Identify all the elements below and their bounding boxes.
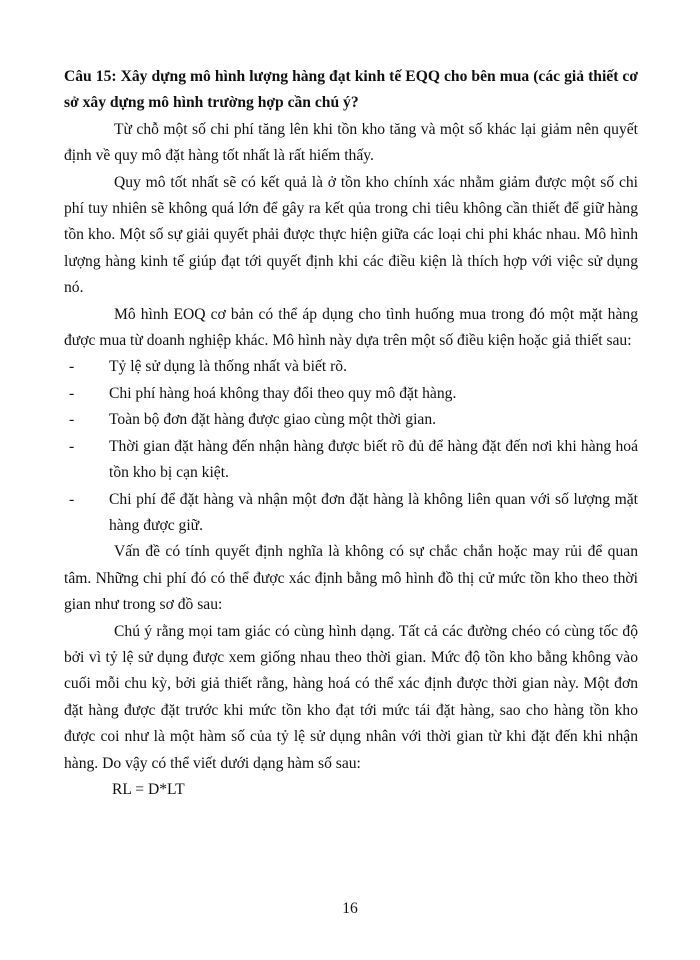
list-item bbox=[64, 381, 638, 407]
list-item bbox=[64, 407, 638, 433]
assumption-list bbox=[64, 354, 638, 539]
paragraph: Quy mô tốt nhất sẽ có kết quả là ở tồn kho chính xác nhằm giảm được một số chi phí tuy nhiên sẽ không quá lớn để gây ra kết qủa trong chi tiêu không cần thiết để giữ hàng tồn kho. Một số sự giải quyết phải được thực hiện giữa các loại chi phi khác nhau. Mô hình lượng hàng kinh tế giúp đạt tới quyết định khi các điều kiện là thích hợp với việc sử dụng nó. bbox=[64, 173, 638, 297]
list-item-text: Toàn bộ đơn đặt hàng được giao cùng một thời gian. bbox=[109, 411, 437, 429]
list-item bbox=[64, 487, 638, 540]
bullet-marker: - bbox=[69, 358, 75, 376]
bullet-marker: - bbox=[69, 411, 75, 429]
paragraph: Chú ý rằng mọi tam giác có cùng hình dạng. Tất cả các đường chéo có cùng tốc độ bởi vì tỷ lệ sử dụng được xem giống nhau theo thời gian. Mức độ tồn kho bằng không vào cuối mỗi chu kỳ, bởi giả thiết rằng, hàng hoá có thể xác định được thời gian này. Một đơn đặt hàng được đặt trước khi mức tồn kho đạt tới mức tái đặt hàng, sao cho hàng tồn kho được coi như là một hàm số của tỷ lệ sử dụng nhân với thời gian từ khi đặt đến khi nhận hàng. Do vậy có thể viết dưới dạng hàm số sau: bbox=[64, 622, 638, 772]
paragraph: Vấn đề có tính quyết định nghĩa là không có sự chắc chắn hoặc may rủi để quan tâm. Những chi phí đó có thể được xác định bằng mô hình đồ thị cử mức tồn kho theo thời gian như trong sơ đồ sau: bbox=[64, 543, 638, 614]
list-item-text: Thời gian đặt hàng đến nhận hàng được biết rõ đủ để hàng đặt đến nơi khi hàng hoá tồn kho bị cạn kiệt. bbox=[109, 437, 638, 482]
list-item-text: Chi phí hàng hoá không thay đổi theo quy mô đặt hàng. bbox=[109, 384, 457, 402]
list-item bbox=[64, 434, 638, 487]
bullet-marker: - bbox=[69, 437, 75, 455]
bullet-marker: - bbox=[69, 490, 75, 508]
paragraph: Mô hình EOQ cơ bản có thể áp dụng cho tình huống mua trong đó một mặt hàng được mua từ doanh nghiệp khác. Mô hình này dựa trên một số điều kiện hoặc giả thiết sau: bbox=[64, 305, 638, 350]
list-item-text: Chi phí để đặt hàng và nhận một đơn đặt hàng là không liên quan với số lượng mặt hàng được giữ. bbox=[109, 490, 638, 534]
page-number: 16 bbox=[342, 900, 358, 917]
bullet-marker: - bbox=[69, 384, 75, 402]
list-item bbox=[64, 354, 638, 380]
formula: RL = D*LT bbox=[112, 780, 185, 798]
question-title: Câu 15: Xây dựng mô hình lượng hàng đạt kinh tế EQQ cho bên mua (các giả thiết cơ sở xây dựng mô hình trường hợp cần chú ý? bbox=[64, 68, 638, 112]
document-page bbox=[64, 64, 638, 803]
list-item-text: Tỷ lệ sử dụng là thống nhất và biết rõ. bbox=[109, 358, 347, 376]
paragraph: Từ chỗ một số chi phí tăng lên khi tồn kho tăng và một số khác lại giảm nên quyết định về quy mô đặt hàng tốt nhất là rất hiếm thấy. bbox=[64, 120, 638, 165]
